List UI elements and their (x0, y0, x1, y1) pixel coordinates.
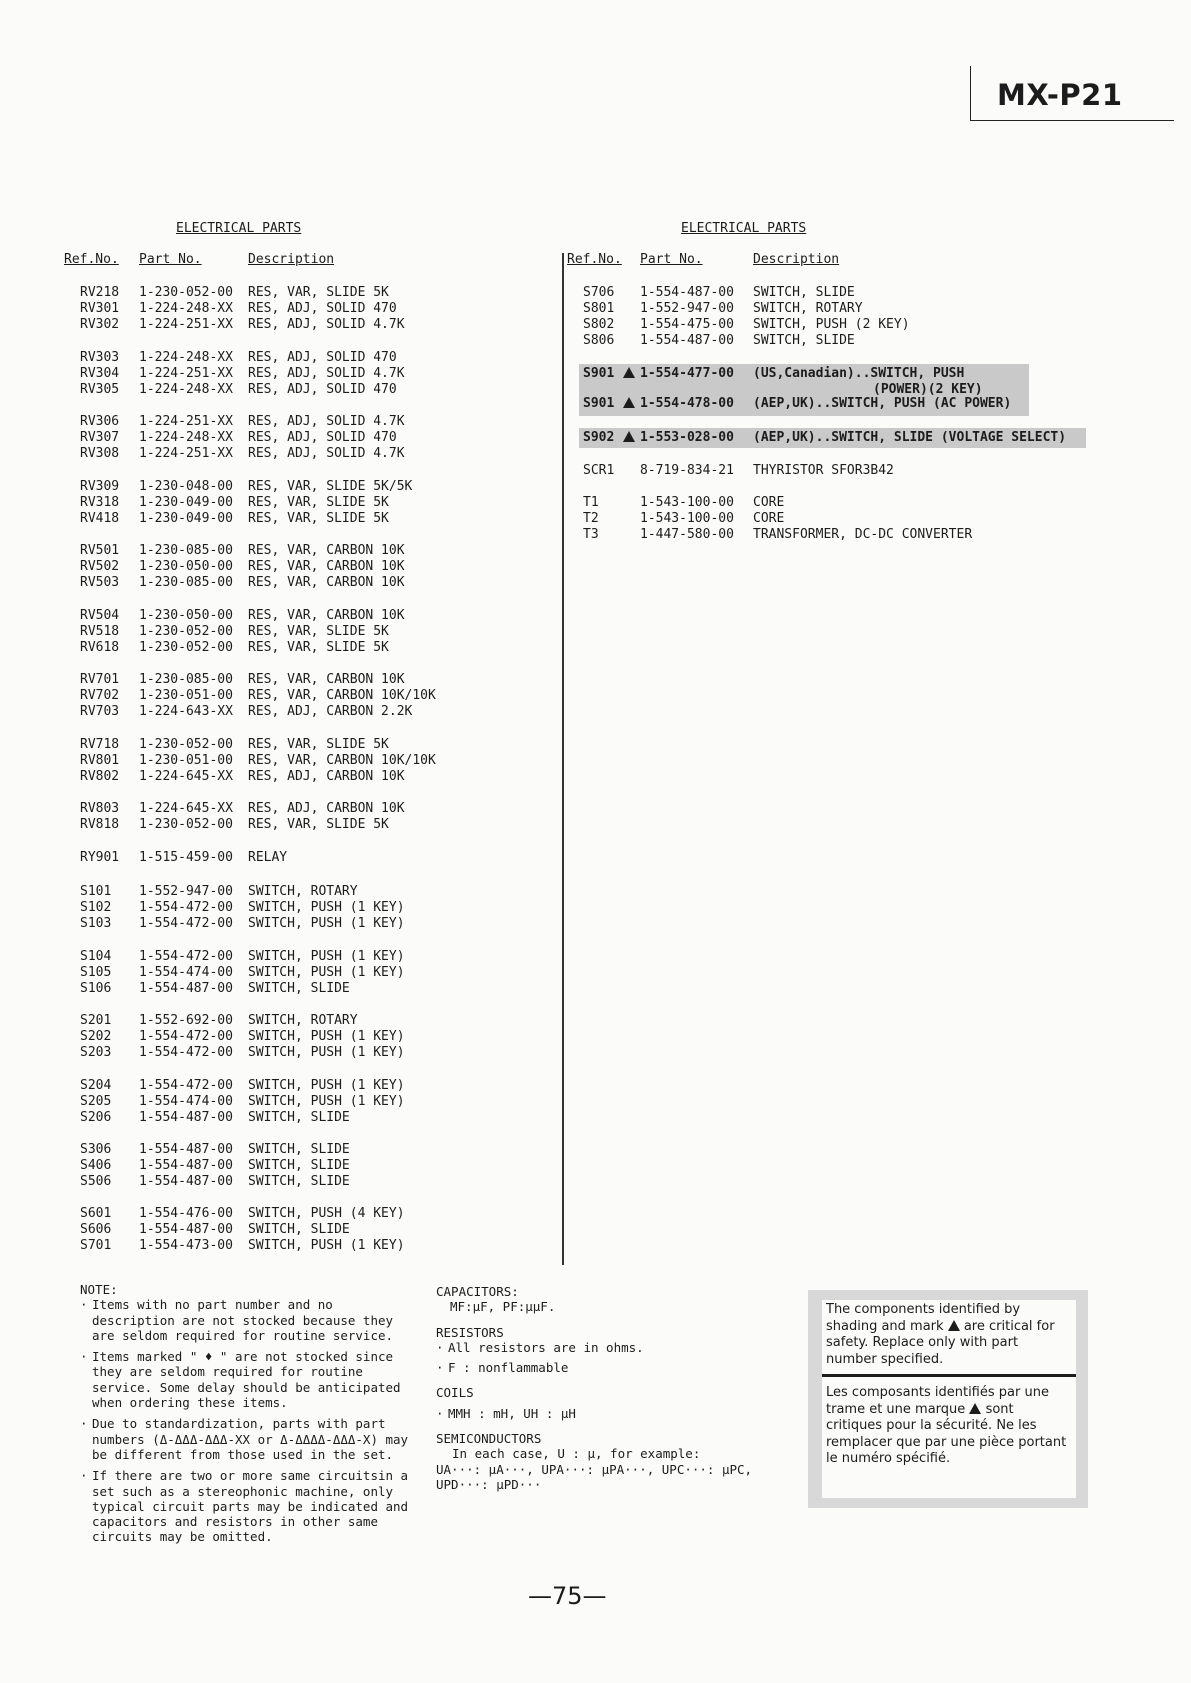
description: RES, VAR, SLIDE 5K (248, 640, 389, 655)
table-row (80, 1045, 480, 1061)
description: SWITCH, SLIDE (248, 1222, 350, 1237)
part-no: 1-230-052-00 (139, 624, 233, 639)
part-no: 1-554-474-00 (139, 965, 233, 980)
description: SWITCH, PUSH (1 KEY) (248, 1078, 405, 1093)
right-header-desc: Description (753, 252, 840, 267)
table-row (583, 396, 1083, 412)
safety-text-fr-1: Les composants identifiés par une trame et une marque (826, 1385, 1049, 1417)
ref-no: S101 (80, 884, 112, 899)
description: SWITCH, PUSH (1 KEY) (248, 1094, 405, 1109)
description: RES, ADJ, CARBON 2.2K (248, 704, 413, 719)
note-section (80, 1282, 415, 1551)
table-row (80, 543, 480, 559)
description: SWITCH, SLIDE (753, 285, 855, 300)
table-row (80, 672, 480, 688)
ref-no: RV218 (80, 285, 120, 300)
description: RES, ADJ, SOLID 470 (248, 301, 397, 316)
table-row (80, 884, 480, 900)
ref-no: RV702 (80, 688, 120, 703)
table-row (80, 366, 480, 382)
ref-no: S701 (80, 1238, 112, 1253)
part-no: 1-554-487-00 (139, 1222, 233, 1237)
ref-no: S206 (80, 1110, 112, 1125)
description: RES, VAR, SLIDE 5K (248, 737, 389, 752)
part-no: 1-554-475-00 (640, 317, 734, 332)
description: SWITCH, ROTARY (248, 1013, 358, 1028)
table-row (80, 608, 480, 624)
ref-no: RV503 (80, 575, 120, 590)
part-no: 1-224-251-XX (139, 366, 233, 381)
ref-no: RV318 (80, 495, 120, 510)
part-no: 1-554-478-00 (640, 396, 734, 411)
warning-triangle-icon (623, 366, 635, 382)
description: RES, VAR, SLIDE 5K (248, 495, 389, 510)
table-row (80, 479, 480, 495)
part-no: 1-515-459-00 (139, 850, 233, 865)
ref-no: S104 (80, 949, 112, 964)
part-no: 1-224-645-XX (139, 769, 233, 784)
table-row (80, 559, 480, 575)
ref-no: S306 (80, 1142, 112, 1157)
description: RES, ADJ, SOLID 4.7K (248, 414, 405, 429)
warning-triangle-icon (623, 430, 635, 446)
description: SWITCH, ROTARY (753, 301, 863, 316)
part-no: 1-230-051-00 (139, 753, 233, 768)
ref-no: RV418 (80, 511, 120, 526)
table-row (80, 704, 480, 720)
description: RES, VAR, SLIDE 5K/5K (248, 479, 413, 494)
ref-no: RV818 (80, 817, 120, 832)
ref-no: S901 (583, 366, 615, 381)
description: RES, VAR, SLIDE 5K (248, 285, 389, 300)
table-row (80, 640, 480, 656)
right-section-title: ELECTRICAL PARTS (681, 221, 807, 236)
ref-no: RV304 (80, 366, 120, 381)
safety-notice-english (822, 1300, 1076, 1370)
part-no: 1-224-251-XX (139, 446, 233, 461)
left-group (80, 737, 480, 785)
description: SWITCH, SLIDE (248, 1158, 350, 1173)
column-divider (562, 253, 564, 1265)
ref-no: S601 (80, 1206, 112, 1221)
description: SWITCH, SLIDE (248, 1110, 350, 1125)
part-no: 1-554-487-00 (139, 1158, 233, 1173)
part-no: 1-554-472-00 (139, 1045, 233, 1060)
left-group (80, 949, 480, 997)
table-row (80, 916, 480, 932)
table-row (80, 317, 480, 333)
part-no: 1-552-692-00 (139, 1013, 233, 1028)
ref-no: SCR1 (583, 463, 615, 478)
table-row (80, 301, 480, 317)
model-header (970, 66, 1174, 121)
left-group (80, 1078, 480, 1126)
left-header-part: Part No. (139, 252, 202, 267)
part-no: 1-230-052-00 (139, 640, 233, 655)
description: RES, VAR, SLIDE 5K (248, 817, 389, 832)
part-no: 1-554-473-00 (139, 1238, 233, 1253)
right-header-part: Part No. (640, 252, 703, 267)
ref-no: RV309 (80, 479, 120, 494)
part-no: 1-230-085-00 (139, 575, 233, 590)
part-no: 1-230-049-00 (139, 495, 233, 510)
part-no: 1-224-251-XX (139, 414, 233, 429)
part-no: 1-554-487-00 (139, 1142, 233, 1157)
description: RES, VAR, CARBON 10K/10K (248, 753, 436, 768)
divider (822, 1374, 1076, 1377)
left-group (80, 850, 480, 866)
table-row (80, 1142, 480, 1158)
table-row (583, 430, 1083, 446)
right-header-ref: Ref.No. (567, 252, 622, 267)
safety-row-s902 (583, 430, 1083, 446)
table-row (583, 285, 1003, 301)
ref-no: S806 (583, 333, 615, 348)
left-group (80, 479, 480, 527)
description: (AEP,UK)..SWITCH, PUSH (AC POWER) (753, 396, 1012, 411)
ref-no: S406 (80, 1158, 112, 1173)
description: SWITCH, PUSH (1 KEY) (248, 949, 405, 964)
ref-no: RV504 (80, 608, 120, 623)
ref-no: S802 (583, 317, 615, 332)
capacitors-line: MF:µF, PF:µµF. (450, 1299, 556, 1315)
part-no: 1-230-051-00 (139, 688, 233, 703)
table-row (80, 1094, 480, 1110)
ref-no: T3 (583, 527, 599, 542)
description: RES, VAR, CARBON 10K/10K (248, 688, 436, 703)
safety-text-en-1: The components identified by shading and mark (826, 1302, 1021, 1334)
table-row (80, 495, 480, 511)
ref-no: S106 (80, 981, 112, 996)
table-row (80, 285, 480, 301)
ref-no: RV301 (80, 301, 120, 316)
description: (AEP,UK)..SWITCH, SLIDE (VOLTAGE SELECT) (753, 430, 1067, 445)
safety-text-en-2: are critical for safety. Replace only with part number specified. (826, 1318, 1055, 1367)
ref-no: RV718 (80, 737, 120, 752)
table-row (80, 414, 480, 430)
table-row (583, 333, 1003, 349)
table-row (583, 511, 1003, 527)
part-no: 1-230-052-00 (139, 737, 233, 752)
description: RES, ADJ, SOLID 470 (248, 430, 397, 445)
part-no: 1-224-643-XX (139, 704, 233, 719)
description: RES, VAR, CARBON 10K (248, 543, 405, 558)
table-row (583, 301, 1003, 317)
table-row (80, 801, 480, 817)
left-group (80, 672, 480, 720)
ref-no: RV501 (80, 543, 120, 558)
table-row (80, 900, 480, 916)
ref-no: S204 (80, 1078, 112, 1093)
right-group-2 (583, 463, 1003, 479)
part-no: 1-554-487-00 (640, 285, 734, 300)
part-no: 1-554-474-00 (139, 1094, 233, 1109)
left-group (80, 543, 480, 591)
table-row (80, 1029, 480, 1045)
description: RES, ADJ, SOLID 4.7K (248, 317, 405, 332)
ref-no: S102 (80, 900, 112, 915)
part-no: 1-224-645-XX (139, 801, 233, 816)
warning-triangle-icon (948, 1320, 960, 1331)
part-no: 1-554-472-00 (139, 900, 233, 915)
part-no: 1-224-248-XX (139, 350, 233, 365)
table-row (583, 317, 1003, 333)
part-no: 1-554-487-00 (640, 333, 734, 348)
left-group (80, 1013, 480, 1061)
semiconductors-line: UA···: µA···, UPA···: µPA···, UPC···: µPC, (436, 1461, 753, 1477)
table-row (80, 624, 480, 640)
left-group (80, 884, 480, 932)
safety-notice-french (822, 1383, 1076, 1470)
description: SWITCH, PUSH (1 KEY) (248, 1045, 405, 1060)
table-row (80, 737, 480, 753)
ref-no: S203 (80, 1045, 112, 1060)
ref-no: RV518 (80, 624, 120, 639)
description: RES, VAR, SLIDE 5K (248, 511, 389, 526)
left-group (80, 414, 480, 462)
description: SWITCH, PUSH (1 KEY) (248, 965, 405, 980)
description: RES, ADJ, CARBON 10K (248, 769, 405, 784)
part-no: 1-554-472-00 (139, 916, 233, 931)
part-no: 1-230-049-00 (139, 511, 233, 526)
description: SWITCH, PUSH (1 KEY) (248, 1029, 405, 1044)
table-row (80, 1206, 480, 1222)
table-row (583, 366, 1083, 382)
table-row (80, 446, 480, 462)
resistors-line: · F : nonflammable (436, 1360, 796, 1375)
left-group (80, 350, 480, 398)
ref-no: RY901 (80, 850, 120, 865)
left-header-desc: Description (248, 252, 335, 267)
ref-no: S105 (80, 965, 112, 980)
part-no: 1-543-100-00 (640, 495, 734, 510)
safety-notice-box (808, 1290, 1088, 1508)
table-row (583, 463, 1003, 479)
part-no: 1-230-048-00 (139, 479, 233, 494)
part-no: 1-554-472-00 (139, 1029, 233, 1044)
description: SWITCH, SLIDE (248, 981, 350, 996)
left-header-ref: Ref.No. (64, 252, 119, 267)
page-number: —75— (528, 1582, 607, 1610)
table-row (80, 769, 480, 785)
description: RES, VAR, SLIDE 5K (248, 624, 389, 639)
part-no: 1-552-947-00 (139, 884, 233, 899)
table-row (80, 949, 480, 965)
part-no: 1-230-085-00 (139, 672, 233, 687)
ref-no: S706 (583, 285, 615, 300)
ref-no: S205 (80, 1094, 112, 1109)
ref-no: RV703 (80, 704, 120, 719)
left-group (80, 1206, 480, 1254)
left-group (80, 1142, 480, 1190)
part-no: 1-230-085-00 (139, 543, 233, 558)
table-row (80, 1158, 480, 1174)
part-no: 1-230-052-00 (139, 817, 233, 832)
description: RES, VAR, CARBON 10K (248, 575, 405, 590)
table-row (80, 382, 480, 398)
description: (US,Canadian)..SWITCH, PUSH (753, 366, 965, 381)
description: RES, ADJ, SOLID 470 (248, 350, 397, 365)
ref-no: RV502 (80, 559, 120, 574)
semiconductors-title: SEMICONDUCTORS (436, 1431, 542, 1447)
ref-no: S902 (583, 430, 615, 445)
table-row (80, 817, 480, 833)
left-group (80, 608, 480, 656)
part-no: 1-554-487-00 (139, 1174, 233, 1189)
part-no: 1-554-487-00 (139, 1110, 233, 1125)
semiconductors-line: UPD···: µPD··· (436, 1476, 542, 1492)
description: SWITCH, PUSH (1 KEY) (248, 916, 405, 931)
description: SWITCH, PUSH (1 KEY) (248, 900, 405, 915)
semiconductors-line: In each case, U : µ, for example: (452, 1446, 701, 1462)
part-no: 1-224-248-XX (139, 430, 233, 445)
safety-text-fr-2: sont critiques pour la sécurité. Ne les remplacer que par une pièce portant le numéro spécifié. (826, 1401, 1067, 1466)
table-row (80, 981, 480, 997)
description: TRANSFORMER, DC-DC CONVERTER (753, 527, 973, 542)
note-item: · Items with no part number and no description are not stocked because they are seldom required for routine service. (80, 1297, 415, 1343)
description: SWITCH, SLIDE (753, 333, 855, 348)
ref-no: S506 (80, 1174, 112, 1189)
table-row (80, 511, 480, 527)
part-no: 1-554-476-00 (139, 1206, 233, 1221)
ref-no: RV801 (80, 753, 120, 768)
table-row (80, 688, 480, 704)
warning-triangle-icon (969, 1403, 981, 1414)
description: SWITCH, PUSH (4 KEY) (248, 1206, 405, 1221)
resistors-line: · All resistors are in ohms. (436, 1340, 796, 1355)
coils-line: · MMH : mH, UH : µH (436, 1406, 796, 1421)
description: SWITCH, ROTARY (248, 884, 358, 899)
coils-title: COILS (436, 1385, 474, 1401)
ref-no: S103 (80, 916, 112, 931)
note-item: · Items marked " ♦ " are not stocked since they are seldom required for routine service. Some delay should be anticipated when ordering these items. (80, 1349, 415, 1410)
part-no: 8-719-834-21 (640, 463, 734, 478)
table-row (80, 1238, 480, 1254)
description: CORE (753, 495, 785, 510)
ref-no: RV802 (80, 769, 120, 784)
part-no: 1-553-028-00 (640, 430, 734, 445)
part-no: 1-230-050-00 (139, 559, 233, 574)
description: RES, ADJ, SOLID 4.7K (248, 366, 405, 381)
safety-rows (583, 366, 1083, 412)
right-group-1 (583, 285, 1003, 349)
part-no: 1-230-052-00 (139, 285, 233, 300)
abbreviations-section (436, 1284, 796, 1492)
part-no: 1-554-477-00 (640, 366, 734, 381)
ref-no: RV305 (80, 382, 120, 397)
ref-no: S801 (583, 301, 615, 316)
ref-no: RV701 (80, 672, 120, 687)
left-group (80, 285, 480, 333)
description: SWITCH, SLIDE (248, 1174, 350, 1189)
part-no: 1-543-100-00 (640, 511, 734, 526)
description: RES, VAR, CARBON 10K (248, 672, 405, 687)
part-no: 1-224-251-XX (139, 317, 233, 332)
description: RES, VAR, CARBON 10K (248, 559, 405, 574)
ref-no: S901 (583, 396, 615, 411)
description: RES, ADJ, SOLID 4.7K (248, 446, 405, 461)
description: SWITCH, PUSH (1 KEY) (248, 1238, 405, 1253)
ref-no: T1 (583, 495, 599, 510)
part-no: 1-230-050-00 (139, 608, 233, 623)
table-row (80, 1174, 480, 1190)
part-no: 1-554-472-00 (139, 1078, 233, 1093)
part-no: 1-224-248-XX (139, 382, 233, 397)
ref-no: T2 (583, 511, 599, 526)
ref-no: S606 (80, 1222, 112, 1237)
description: RES, ADJ, SOLID 470 (248, 382, 397, 397)
warning-triangle-icon (623, 396, 635, 412)
part-no: 1-554-472-00 (139, 949, 233, 964)
right-group-3 (583, 495, 1003, 543)
note-item: · Due to standardization, parts with part numbers (Δ-ΔΔΔ-ΔΔΔ-XX or Δ-ΔΔΔΔ-ΔΔΔ-X) may be different from those used in the set. (80, 1416, 415, 1462)
description: RES, ADJ, CARBON 10K (248, 801, 405, 816)
table-row (80, 965, 480, 981)
capacitors-title: CAPACITORS: (436, 1284, 519, 1299)
note-item: · If there are two or more same circuitsin a set such as a stereophonic machine, only typical circuit parts may be indicated and capacitors and resistors in other same circuits may be omitted. (80, 1468, 415, 1544)
table-row (80, 1222, 480, 1238)
part-no: 1-554-487-00 (139, 981, 233, 996)
ref-no: S201 (80, 1013, 112, 1028)
description-continued: (POWER)(2 KEY) (873, 382, 983, 397)
left-group (80, 801, 480, 833)
ref-no: RV308 (80, 446, 120, 461)
table-row (583, 527, 1003, 543)
ref-no: RV302 (80, 317, 120, 332)
ref-no: S202 (80, 1029, 112, 1044)
description: THYRISTOR SFOR3B42 (753, 463, 894, 478)
description: RELAY (248, 850, 288, 865)
table-row (80, 1110, 480, 1126)
left-section-title: ELECTRICAL PARTS (176, 221, 302, 236)
note-title: NOTE: (80, 1282, 118, 1297)
table-row (80, 575, 480, 591)
table-row (80, 430, 480, 446)
part-no: 1-552-947-00 (640, 301, 734, 316)
description: RES, VAR, CARBON 10K (248, 608, 405, 623)
ref-no: RV303 (80, 350, 120, 365)
model-name: MX-P21 (997, 78, 1123, 112)
description: SWITCH, SLIDE (248, 1142, 350, 1157)
table-row (80, 350, 480, 366)
ref-no: RV618 (80, 640, 120, 655)
description: CORE (753, 511, 785, 526)
ref-no: RV306 (80, 414, 120, 429)
part-no: 1-224-248-XX (139, 301, 233, 316)
ref-no: RV307 (80, 430, 120, 445)
table-row (583, 495, 1003, 511)
table-row (80, 850, 480, 866)
part-no: 1-447-580-00 (640, 527, 734, 542)
description: SWITCH, PUSH (2 KEY) (753, 317, 910, 332)
table-row (80, 753, 480, 769)
table-row (80, 1013, 480, 1029)
resistors-title: RESISTORS (436, 1324, 504, 1340)
ref-no: RV803 (80, 801, 120, 816)
table-row (80, 1078, 480, 1094)
